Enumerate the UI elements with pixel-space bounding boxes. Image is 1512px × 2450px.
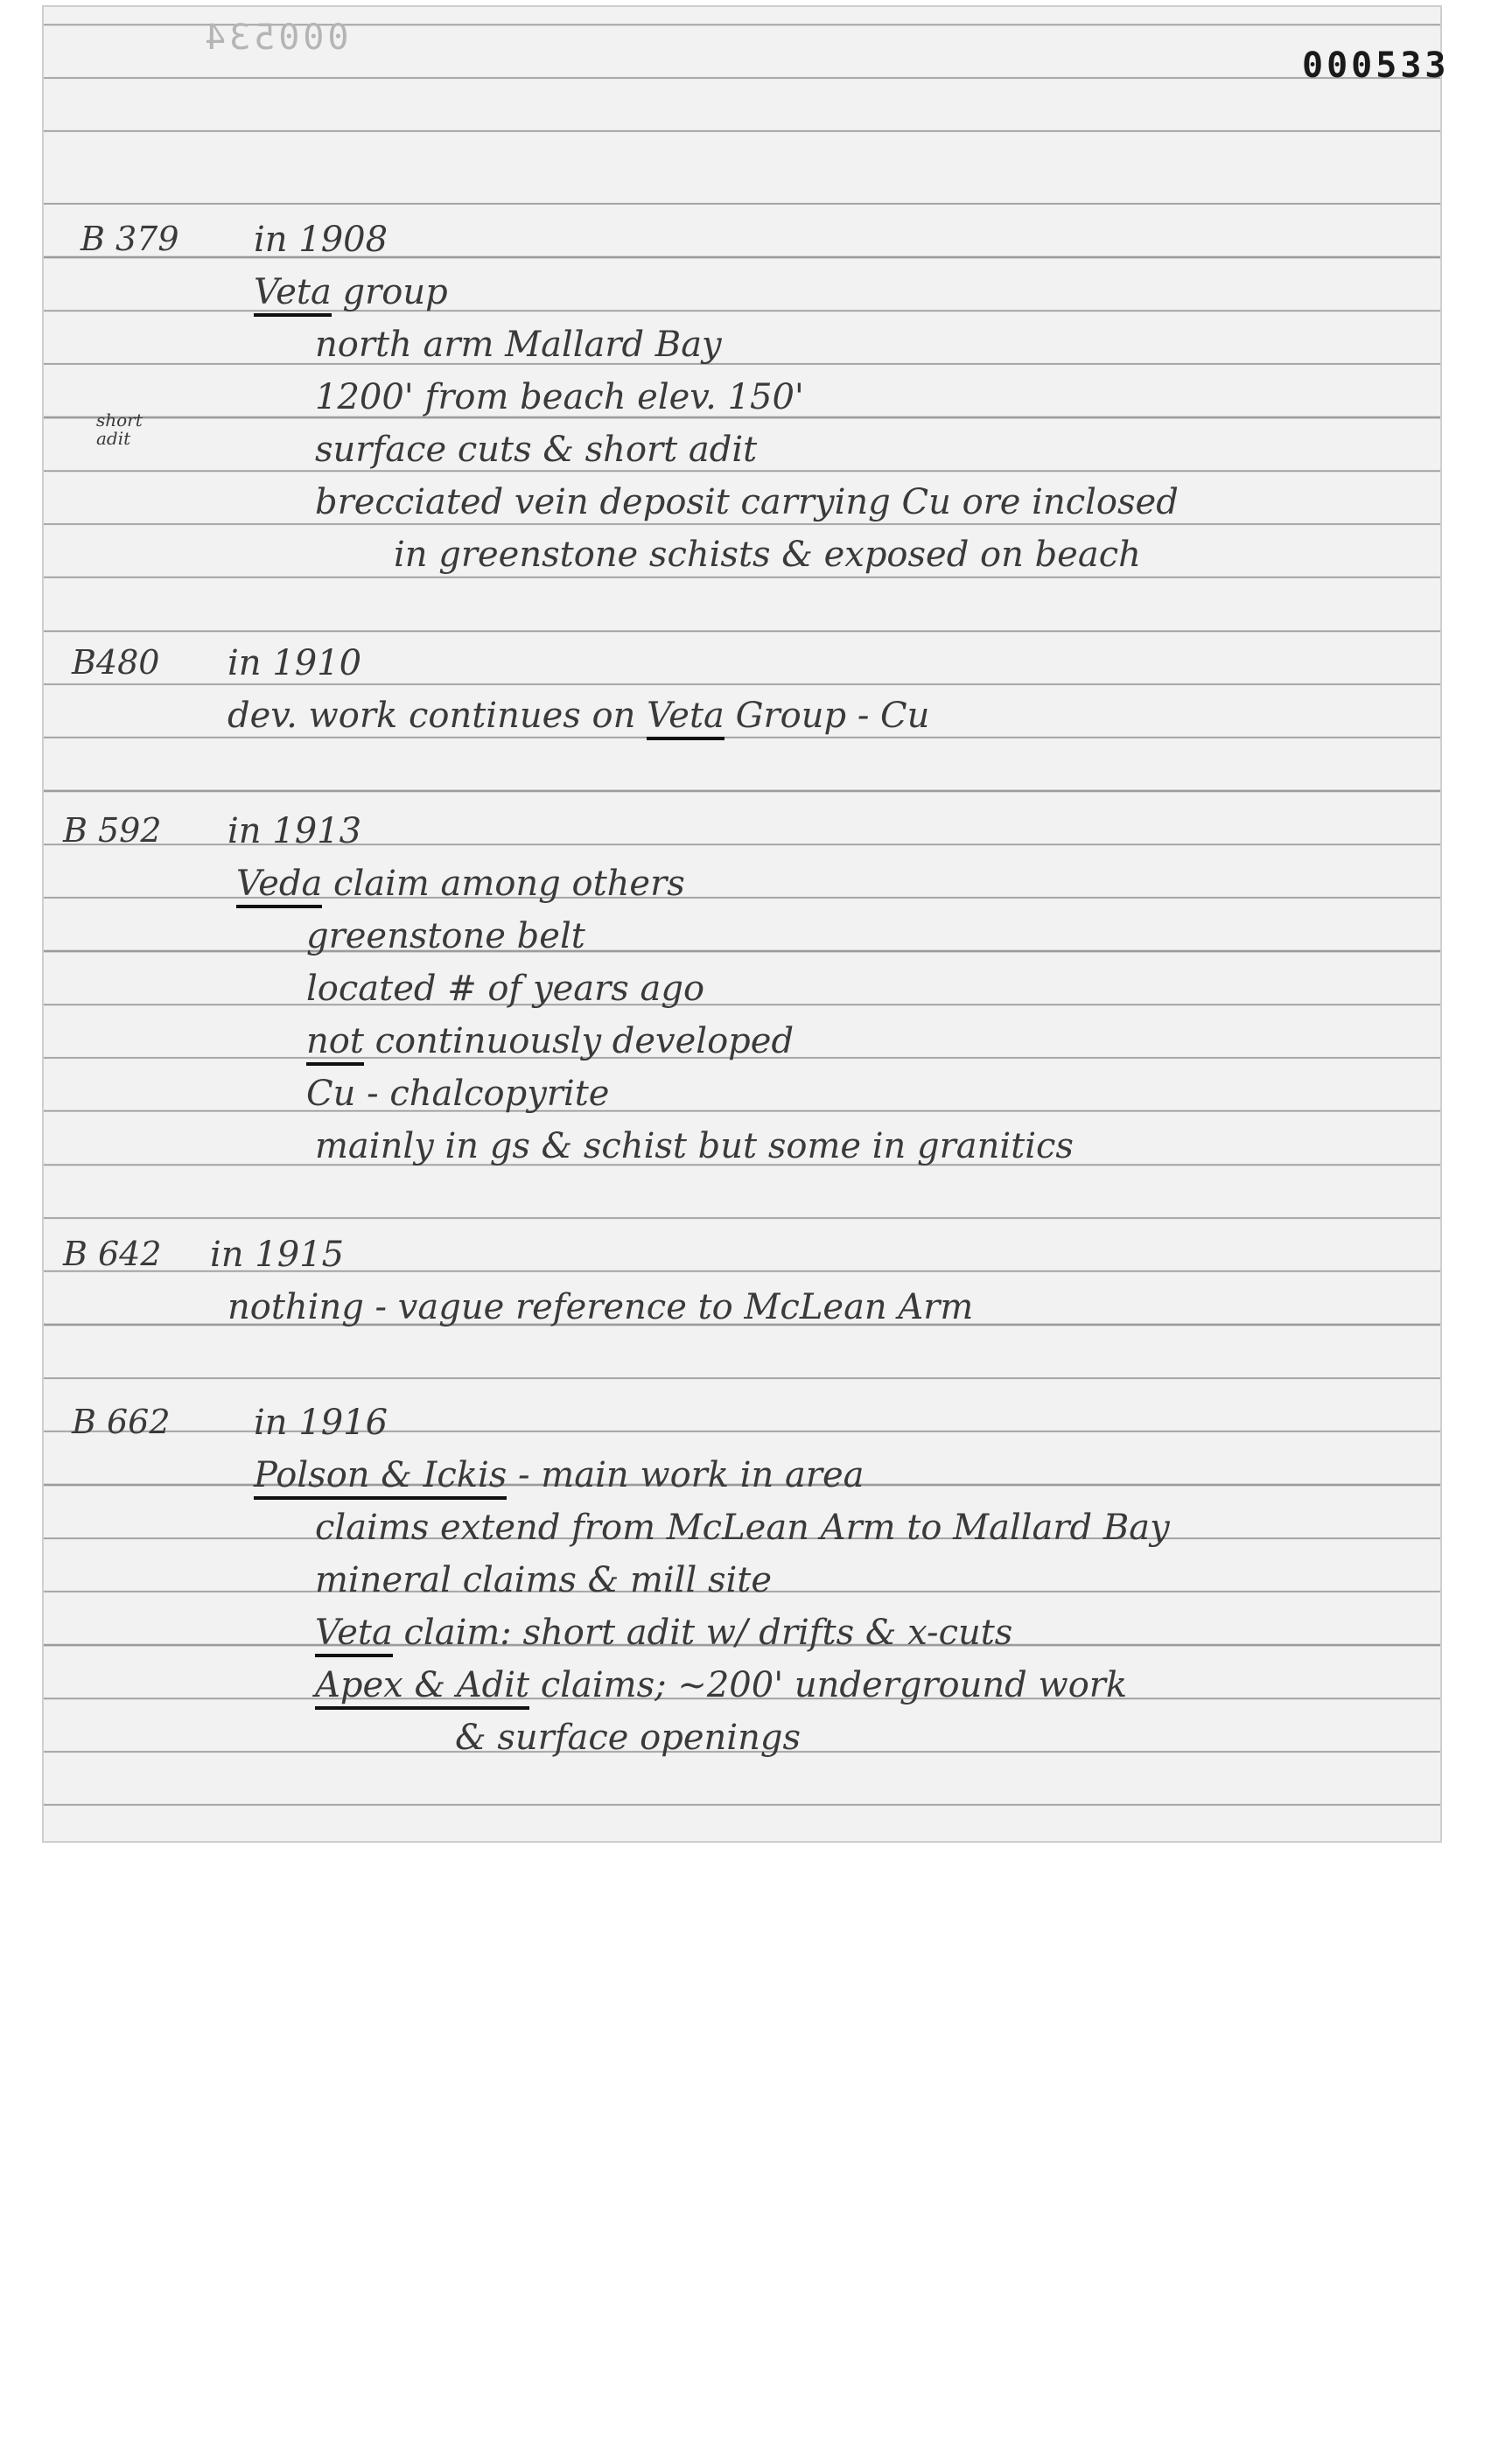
margin-note	[96, 411, 143, 448]
entry-line: located # of years ago	[306, 969, 705, 1009]
entry-line: Veta claim: short adit w/ drifts & x-cuts	[315, 1615, 1012, 1650]
notebook-page	[42, 5, 1450, 1843]
entry-line: north arm Mallard Bay	[315, 325, 722, 365]
underlined-claim: Veta	[315, 1613, 393, 1657]
entry-line: & surface openings	[455, 1718, 801, 1758]
entry-line: in greenstone schists & exposed on beach	[394, 535, 1141, 575]
entry-year: in 1910	[228, 643, 362, 683]
entry-line: Apex & Adit claims; ~200' underground work	[315, 1668, 1127, 1703]
entry-ref: B 642	[63, 1235, 162, 1273]
entry-line: Cu - chalcopyrite	[306, 1074, 610, 1114]
entry-year: in 1908	[254, 220, 388, 260]
entry-year: in 1915	[210, 1235, 345, 1275]
entry-line: Veda claim among others	[236, 866, 685, 901]
entry-line: dev. work continues on Veta Group - Cu	[228, 698, 929, 733]
entry-line: Veta group	[254, 275, 448, 310]
entry-ref: B 592	[63, 811, 162, 850]
entry-line: surface cuts & short adit	[315, 430, 758, 470]
underlined-claim: Apex & Adit	[315, 1665, 529, 1710]
page-number-stamp: 000533	[1302, 46, 1450, 86]
entry-line: greenstone belt	[306, 916, 585, 956]
entry-line: 1200' from beach elev. 150'	[315, 377, 804, 417]
entry-line: not continuously developed	[306, 1024, 794, 1059]
underlined-word: not	[306, 1021, 364, 1066]
underlined-claim: Veta	[254, 272, 332, 317]
entry-year: in 1916	[254, 1403, 388, 1443]
underlined-claim: Veta	[647, 696, 724, 740]
entry-line: mineral claims & mill site	[315, 1560, 773, 1600]
entry-line: claims extend from McLean Arm to Mallard Bay	[315, 1508, 1170, 1548]
entry-ref: B 662	[72, 1403, 171, 1441]
entry-line: nothing - vague reference to McLean Arm	[228, 1287, 974, 1327]
entry-line: brecciated vein deposit carrying Cu ore inclosed	[315, 482, 1179, 522]
underlined-claim: Polson & Ickis	[254, 1455, 507, 1500]
entry-ref: B 379	[80, 220, 179, 258]
blank-scan-margin	[0, 1846, 1512, 2450]
entry-year: in 1913	[228, 811, 362, 851]
faint-page-stamp: 000534	[201, 18, 349, 58]
entry-line: mainly in gs & schist but some in granitics	[315, 1126, 1074, 1166]
underlined-claim: Veda	[236, 864, 322, 908]
entry-line: Polson & Ickis - main work in area	[254, 1458, 864, 1493]
entry-ref: B480	[72, 643, 160, 682]
margin-note-line: short	[96, 410, 143, 430]
margin-note-line: adit	[96, 428, 131, 449]
